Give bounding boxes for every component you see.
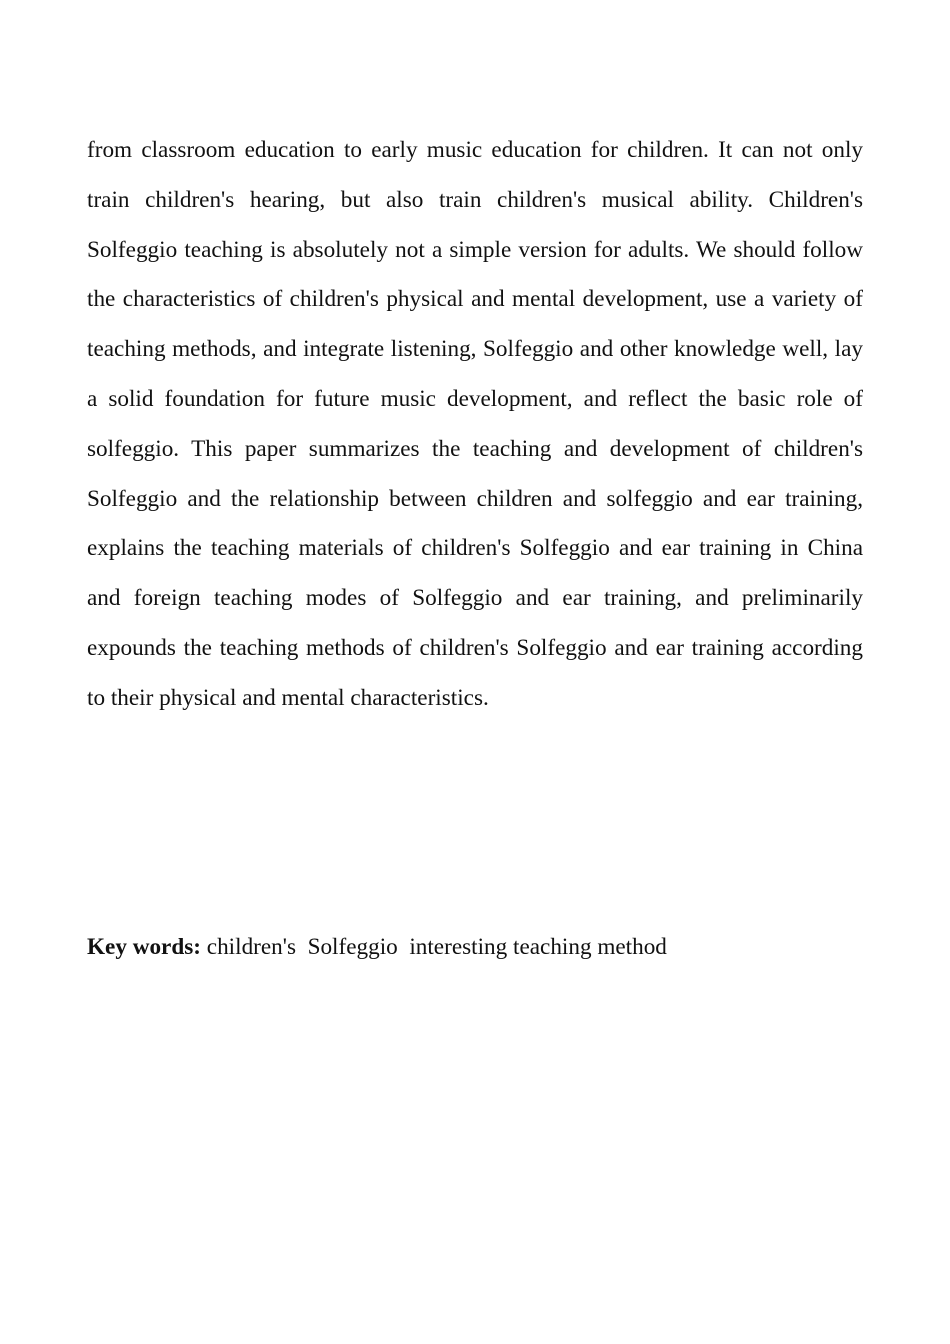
abstract-paragraph: from classroom education to early music education for children. It can not only train children's hearing, but also train children's musical ability. Children's Solfeggio teaching is absolutely not a simple version for adults. We should follow the characteristics of children's physical and mental development, use a variety of teaching methods, and integrate listening, Solfeggio and other knowledge well, lay a solid foundation for future music development, and reflect the basic role of solfeggio. This paper summarizes the teaching and development of children's Solfeggio and the relationship between children and solfeggio and ear training, explains the teaching materials of children's Solfeggio and ear training in China and foreign teaching modes of Solfeggio and ear training, and preliminarily expounds the teaching methods of children's Solfeggio and ear training according to their physical and mental characteristics.: [87, 137, 863, 711]
keywords-label: Key words:: [87, 934, 201, 960]
keywords-line: [87, 924, 863, 970]
keywords-value: children's Solfeggio interesting teaching method: [201, 934, 667, 960]
